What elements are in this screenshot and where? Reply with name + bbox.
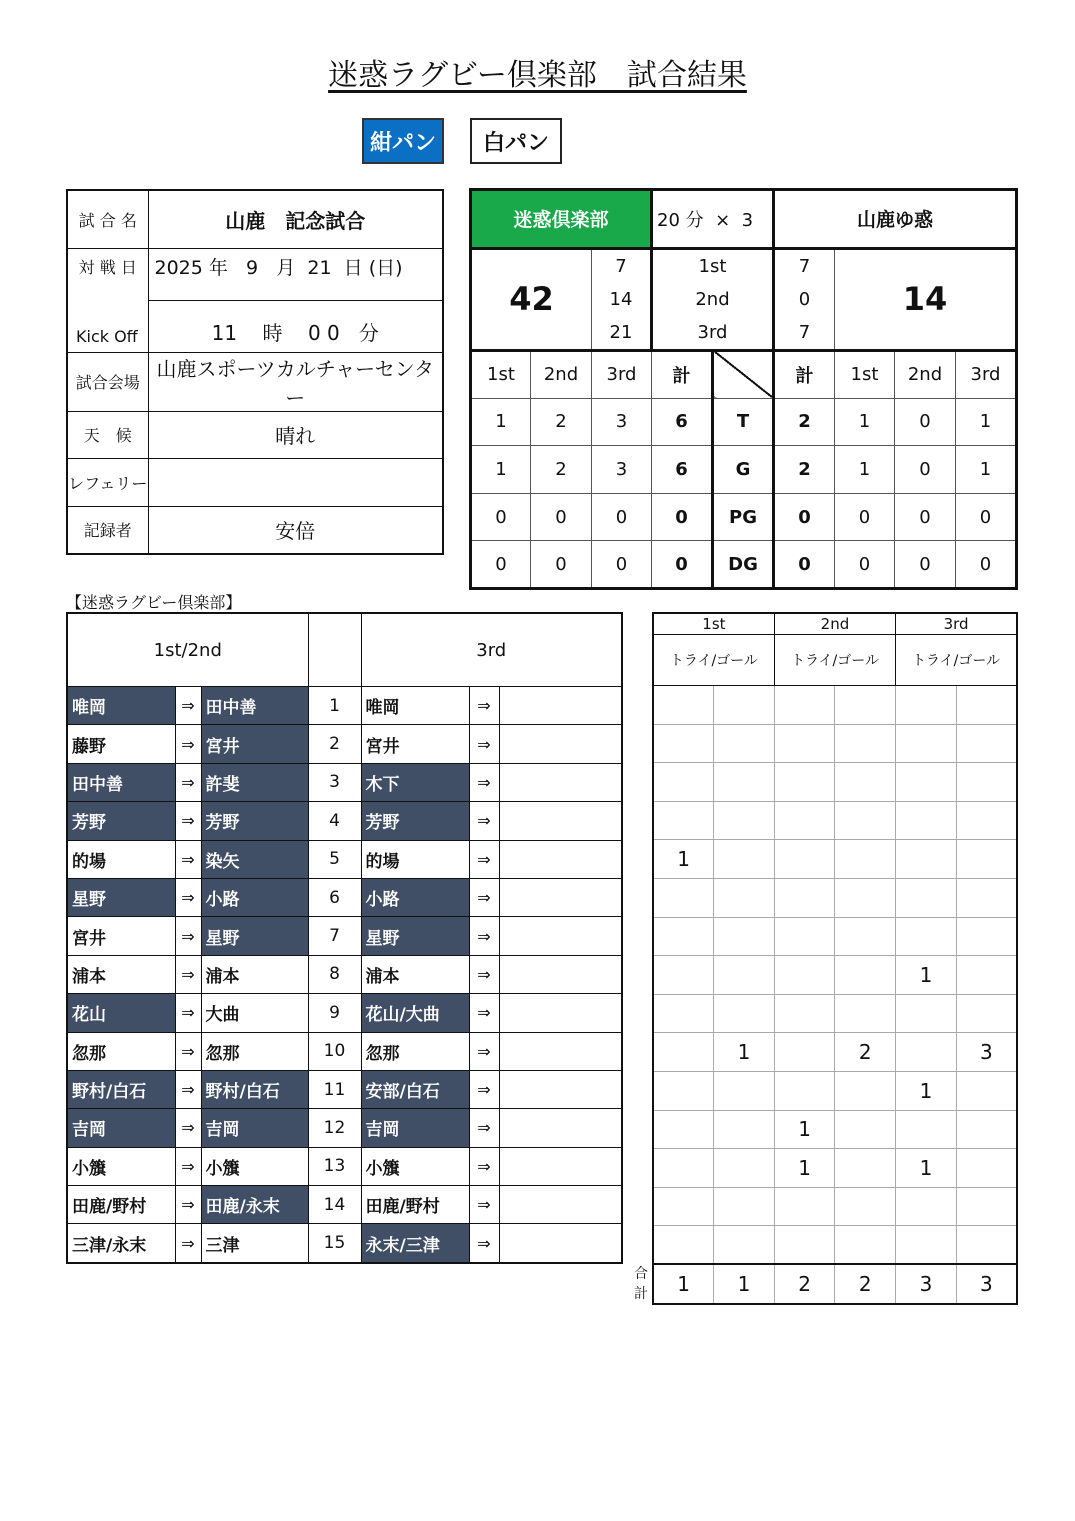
player-sub bbox=[499, 1147, 622, 1185]
position-number: 6 bbox=[308, 878, 361, 916]
score-type-label: T bbox=[713, 398, 774, 446]
score-type-label: DG bbox=[713, 541, 774, 589]
weather-label: 天 候 bbox=[67, 411, 148, 458]
player-sub bbox=[499, 1109, 622, 1147]
player-sub bbox=[499, 1032, 622, 1070]
tally-cell bbox=[653, 801, 714, 840]
position-number: 12 bbox=[308, 1109, 361, 1147]
player-sub bbox=[499, 1070, 622, 1108]
match-format: 20 分 × 3 bbox=[652, 190, 774, 249]
tally-cell bbox=[835, 994, 896, 1033]
lineup-table bbox=[66, 612, 623, 1264]
sub-arrow: ⇒ bbox=[469, 994, 499, 1032]
away-row-total: 0 bbox=[774, 493, 835, 541]
tally-cell bbox=[896, 1110, 957, 1149]
sub-arrow: ⇒ bbox=[469, 802, 499, 840]
home-row-total: 6 bbox=[652, 446, 713, 494]
player-3rd: 星野 bbox=[361, 917, 469, 955]
away-period-count: 1 bbox=[835, 446, 895, 494]
referee-label: レフェリー bbox=[67, 458, 148, 506]
sub-arrow: ⇒ bbox=[469, 955, 499, 993]
player-3rd: 花山/大曲 bbox=[361, 994, 469, 1032]
player-1st: 花山 bbox=[67, 994, 175, 1032]
tally-cell bbox=[774, 801, 835, 840]
sub-arrow: ⇒ bbox=[469, 1109, 499, 1147]
tally-cell bbox=[653, 994, 714, 1033]
recorder-value: 安倍 bbox=[148, 506, 443, 554]
away-row-total: 2 bbox=[774, 446, 835, 494]
sub-arrow: ⇒ bbox=[469, 1070, 499, 1108]
home-col-header: 2nd bbox=[531, 350, 592, 398]
recorder-label: 記録者 bbox=[67, 506, 148, 554]
tally-cell bbox=[956, 763, 1017, 802]
tally-cell bbox=[956, 956, 1017, 995]
tally-cell bbox=[956, 686, 1017, 725]
player-sub bbox=[499, 725, 622, 763]
sub-arrow: ⇒ bbox=[469, 1032, 499, 1070]
sub-arrow: ⇒ bbox=[469, 1186, 499, 1224]
tally-cell: 1 bbox=[896, 1071, 957, 1110]
tally-cell bbox=[835, 956, 896, 995]
sub-arrow: ⇒ bbox=[469, 687, 499, 725]
tally-sub-header: トライ/ゴール bbox=[653, 635, 774, 686]
tally-cell bbox=[653, 724, 714, 763]
tally-cell bbox=[956, 1071, 1017, 1110]
tally-cell bbox=[896, 763, 957, 802]
venue-value: 山鹿スポーツカルチャーセンター bbox=[148, 352, 443, 411]
tally-cell bbox=[835, 1071, 896, 1110]
tally-cell bbox=[714, 1149, 775, 1188]
tally-cell: 1 bbox=[896, 956, 957, 995]
player-3rd: 田鹿/野村 bbox=[361, 1186, 469, 1224]
position-number: 3 bbox=[308, 763, 361, 801]
home-period-count: 1 bbox=[471, 398, 531, 446]
home-period-score: 21 bbox=[592, 316, 652, 350]
player-1st: 唯岡 bbox=[67, 687, 175, 725]
sub-arrow: ⇒ bbox=[175, 1224, 201, 1263]
player-3rd: 小路 bbox=[361, 878, 469, 916]
lineup-header-3rd: 3rd bbox=[361, 613, 622, 687]
player-3rd: 浦本 bbox=[361, 955, 469, 993]
home-period-count: 2 bbox=[531, 398, 592, 446]
sub-arrow: ⇒ bbox=[469, 840, 499, 878]
date-value: 2025 年 9 月 21 日 (日) bbox=[148, 248, 443, 300]
tally-cell bbox=[774, 917, 835, 956]
sub-arrow: ⇒ bbox=[469, 763, 499, 801]
tally-cell bbox=[956, 994, 1017, 1033]
position-number: 5 bbox=[308, 840, 361, 878]
home-team-name: 迷惑倶楽部 bbox=[471, 190, 652, 249]
tally-sub-header: トライ/ゴール bbox=[774, 635, 895, 686]
sub-arrow: ⇒ bbox=[175, 1032, 201, 1070]
home-row-total: 0 bbox=[652, 541, 713, 589]
player-1st: 田中善 bbox=[67, 763, 175, 801]
away-total-score: 14 bbox=[835, 248, 1017, 350]
weather-value: 晴れ bbox=[148, 411, 443, 458]
player-3rd: 唯岡 bbox=[361, 687, 469, 725]
tally-cell bbox=[714, 1187, 775, 1226]
away-period-count: 0 bbox=[895, 541, 956, 589]
tally-cell bbox=[896, 801, 957, 840]
away-period-score: 7 bbox=[774, 316, 835, 350]
home-total-score: 42 bbox=[471, 248, 592, 350]
tally-cell bbox=[956, 1110, 1017, 1149]
tally-period-header: 3rd bbox=[896, 613, 1017, 635]
tally-cell: 1 bbox=[714, 1033, 775, 1072]
tally-cell: 1 bbox=[896, 1149, 957, 1188]
match-info-table bbox=[66, 189, 444, 555]
player-1st: 忽那 bbox=[67, 1032, 175, 1070]
tally-cell: 1 bbox=[653, 840, 714, 879]
tally-cell bbox=[714, 917, 775, 956]
tally-cell: 1 bbox=[774, 1110, 835, 1149]
period-label: 1st bbox=[652, 248, 774, 282]
player-sub bbox=[499, 878, 622, 916]
player-1st: 芳野 bbox=[67, 802, 175, 840]
tally-period-header: 2nd bbox=[774, 613, 895, 635]
tally-cell bbox=[714, 994, 775, 1033]
position-number: 9 bbox=[308, 994, 361, 1032]
player-sub bbox=[499, 840, 622, 878]
sub-arrow: ⇒ bbox=[175, 1109, 201, 1147]
player-1st: 的場 bbox=[67, 840, 175, 878]
tally-cell bbox=[714, 686, 775, 725]
home-period-count: 0 bbox=[471, 541, 531, 589]
navy-shorts-button[interactable]: 紺パン bbox=[362, 118, 444, 164]
away-col-header: 3rd bbox=[956, 350, 1017, 398]
away-period-count: 0 bbox=[895, 446, 956, 494]
score-type-label: G bbox=[713, 446, 774, 494]
referee-value bbox=[148, 458, 443, 506]
player-1st: 三津/永末 bbox=[67, 1224, 175, 1263]
tally-cell bbox=[714, 1071, 775, 1110]
home-col-header: 1st bbox=[471, 350, 531, 398]
sub-arrow: ⇒ bbox=[175, 687, 201, 725]
player-sub bbox=[499, 687, 622, 725]
sub-arrow: ⇒ bbox=[469, 878, 499, 916]
player-2nd: 田鹿/永末 bbox=[201, 1186, 308, 1224]
player-2nd: 星野 bbox=[201, 917, 308, 955]
tally-cell bbox=[896, 1226, 957, 1265]
away-team-name: 山鹿ゆ惑 bbox=[774, 190, 1017, 249]
home-row-total: 6 bbox=[652, 398, 713, 446]
position-number: 15 bbox=[308, 1224, 361, 1263]
player-3rd: 木下 bbox=[361, 763, 469, 801]
match-name-value: 山鹿 記念試合 bbox=[148, 190, 443, 248]
player-2nd: 芳野 bbox=[201, 802, 308, 840]
tally-cell bbox=[774, 724, 835, 763]
venue-label: 試合会場 bbox=[67, 352, 148, 411]
total-label: 合計 bbox=[634, 1266, 648, 1302]
player-sub bbox=[499, 1186, 622, 1224]
sub-arrow: ⇒ bbox=[175, 917, 201, 955]
tally-cell bbox=[896, 724, 957, 763]
player-2nd: 三津 bbox=[201, 1224, 308, 1263]
tally-cell bbox=[653, 1033, 714, 1072]
tally-cell bbox=[956, 1226, 1017, 1265]
player-3rd: 吉岡 bbox=[361, 1109, 469, 1147]
sub-arrow: ⇒ bbox=[469, 1147, 499, 1185]
player-3rd: 宮井 bbox=[361, 725, 469, 763]
tally-cell: 2 bbox=[835, 1033, 896, 1072]
tally-cell bbox=[714, 1110, 775, 1149]
score-table bbox=[469, 188, 1018, 590]
home-period-count: 2 bbox=[531, 446, 592, 494]
tally-cell bbox=[835, 724, 896, 763]
tally-sub-header: トライ/ゴール bbox=[896, 635, 1017, 686]
tally-cell: 3 bbox=[956, 1033, 1017, 1072]
diagonal-corner bbox=[713, 350, 774, 398]
sub-arrow: ⇒ bbox=[175, 1070, 201, 1108]
tally-cell bbox=[774, 878, 835, 917]
tally-cell bbox=[714, 763, 775, 802]
player-1st: 小籏 bbox=[67, 1147, 175, 1185]
player-2nd: 大曲 bbox=[201, 994, 308, 1032]
tally-period-header: 1st bbox=[653, 613, 774, 635]
kickoff-minute: 0 0 bbox=[307, 320, 340, 345]
tally-cell bbox=[774, 1071, 835, 1110]
team-section-label: 【迷惑ラグビー倶楽部】 bbox=[66, 593, 242, 612]
tally-cell bbox=[653, 917, 714, 956]
position-number: 11 bbox=[308, 1070, 361, 1108]
sub-arrow: ⇒ bbox=[469, 1224, 499, 1263]
player-sub bbox=[499, 1224, 622, 1263]
player-3rd: 安部/白石 bbox=[361, 1070, 469, 1108]
sub-arrow: ⇒ bbox=[175, 1186, 201, 1224]
tally-cell bbox=[653, 956, 714, 995]
player-3rd: 小籏 bbox=[361, 1147, 469, 1185]
sub-arrow: ⇒ bbox=[175, 840, 201, 878]
sub-arrow: ⇒ bbox=[175, 763, 201, 801]
tally-total: 1 bbox=[653, 1264, 714, 1304]
player-2nd: 吉岡 bbox=[201, 1109, 308, 1147]
tally-cell bbox=[714, 840, 775, 879]
tally-cell bbox=[653, 1110, 714, 1149]
position-number: 4 bbox=[308, 802, 361, 840]
tally-cell bbox=[653, 763, 714, 802]
away-period-count: 1 bbox=[956, 446, 1017, 494]
player-3rd: 永末/三津 bbox=[361, 1224, 469, 1263]
position-number: 1 bbox=[308, 687, 361, 725]
player-2nd: 許斐 bbox=[201, 763, 308, 801]
away-period-count: 0 bbox=[835, 541, 895, 589]
tally-cell bbox=[774, 686, 835, 725]
home-period-count: 0 bbox=[531, 541, 592, 589]
lineup-header-1st2nd: 1st/2nd bbox=[67, 613, 308, 687]
player-1st: 藤野 bbox=[67, 725, 175, 763]
tally-cell bbox=[956, 917, 1017, 956]
white-shorts-button[interactable]: 白パン bbox=[470, 118, 562, 164]
date-month: 9 bbox=[246, 256, 259, 279]
away-col-header: 2nd bbox=[895, 350, 956, 398]
match-name-label: 試 合 名 bbox=[67, 190, 148, 248]
home-period-count: 1 bbox=[471, 446, 531, 494]
page-title: 迷惑ラグビー倶楽部 試合結果 bbox=[328, 58, 747, 93]
home-period-score: 7 bbox=[592, 248, 652, 282]
tally-cell bbox=[835, 763, 896, 802]
player-2nd: 田中善 bbox=[201, 687, 308, 725]
tally-cell bbox=[714, 801, 775, 840]
away-period-count: 0 bbox=[835, 493, 895, 541]
date-year: 2025 bbox=[154, 256, 203, 279]
period-label: 3rd bbox=[652, 316, 774, 350]
away-period-count: 0 bbox=[956, 541, 1017, 589]
tally-total: 1 bbox=[714, 1264, 775, 1304]
tally-cell bbox=[896, 840, 957, 879]
player-sub bbox=[499, 994, 622, 1032]
away-row-total: 2 bbox=[774, 398, 835, 446]
tally-cell bbox=[956, 1187, 1017, 1226]
player-2nd: 小籏 bbox=[201, 1147, 308, 1185]
home-row-total: 0 bbox=[652, 493, 713, 541]
tally-cell bbox=[835, 1187, 896, 1226]
tally-cell bbox=[774, 763, 835, 802]
away-row-total: 0 bbox=[774, 541, 835, 589]
home-period-count: 0 bbox=[592, 541, 652, 589]
player-1st: 星野 bbox=[67, 878, 175, 916]
home-period-score: 14 bbox=[592, 283, 652, 316]
player-1st: 田鹿/野村 bbox=[67, 1186, 175, 1224]
player-2nd: 小路 bbox=[201, 878, 308, 916]
player-3rd: 芳野 bbox=[361, 802, 469, 840]
tally-cell bbox=[774, 956, 835, 995]
player-1st: 浦本 bbox=[67, 955, 175, 993]
tally-cell bbox=[774, 1033, 835, 1072]
sub-arrow: ⇒ bbox=[469, 917, 499, 955]
tally-cell bbox=[956, 724, 1017, 763]
tally-cell bbox=[714, 878, 775, 917]
player-3rd: 的場 bbox=[361, 840, 469, 878]
tally-cell bbox=[653, 1187, 714, 1226]
tally-total: 2 bbox=[774, 1264, 835, 1304]
tally-cell bbox=[653, 878, 714, 917]
tally-cell bbox=[835, 1110, 896, 1149]
player-sub bbox=[499, 917, 622, 955]
tally-cell bbox=[714, 1226, 775, 1265]
player-sub bbox=[499, 955, 622, 993]
date-weekday: (日) bbox=[368, 256, 403, 279]
player-2nd: 染矢 bbox=[201, 840, 308, 878]
tally-cell bbox=[835, 1149, 896, 1188]
try-goal-tally-table bbox=[652, 612, 1018, 1305]
player-sub bbox=[499, 802, 622, 840]
home-period-count: 3 bbox=[592, 446, 652, 494]
tally-total: 3 bbox=[956, 1264, 1017, 1304]
tally-cell bbox=[653, 1071, 714, 1110]
tally-cell: 1 bbox=[774, 1149, 835, 1188]
player-1st: 宮井 bbox=[67, 917, 175, 955]
sub-arrow: ⇒ bbox=[175, 994, 201, 1032]
tally-cell bbox=[896, 1187, 957, 1226]
tally-cell bbox=[835, 686, 896, 725]
player-2nd: 野村/白石 bbox=[201, 1070, 308, 1108]
home-period-count: 0 bbox=[531, 493, 592, 541]
tally-cell bbox=[956, 840, 1017, 879]
sub-arrow: ⇒ bbox=[175, 802, 201, 840]
period-label: 2nd bbox=[652, 283, 774, 316]
tally-cell bbox=[653, 686, 714, 725]
kickoff-hour: 11 bbox=[211, 320, 238, 345]
tally-cell bbox=[653, 1226, 714, 1265]
player-2nd: 宮井 bbox=[201, 725, 308, 763]
score-type-label: PG bbox=[713, 493, 774, 541]
sub-arrow: ⇒ bbox=[469, 725, 499, 763]
date-day: 21 bbox=[307, 256, 332, 279]
home-col-header: 計 bbox=[652, 350, 713, 398]
position-number: 8 bbox=[308, 955, 361, 993]
home-period-count: 0 bbox=[471, 493, 531, 541]
player-1st: 吉岡 bbox=[67, 1109, 175, 1147]
tally-cell bbox=[956, 878, 1017, 917]
tally-cell bbox=[835, 801, 896, 840]
player-2nd: 忽那 bbox=[201, 1032, 308, 1070]
sub-arrow: ⇒ bbox=[175, 725, 201, 763]
tally-cell bbox=[714, 724, 775, 763]
tally-total: 2 bbox=[835, 1264, 896, 1304]
tally-cell bbox=[956, 1149, 1017, 1188]
tally-cell bbox=[835, 878, 896, 917]
position-number: 14 bbox=[308, 1186, 361, 1224]
home-col-header: 3rd bbox=[592, 350, 652, 398]
lineup-header-number bbox=[308, 613, 361, 687]
tally-cell bbox=[896, 878, 957, 917]
home-period-count: 0 bbox=[592, 493, 652, 541]
away-period-score: 7 bbox=[774, 248, 835, 282]
player-3rd: 忽那 bbox=[361, 1032, 469, 1070]
position-number: 2 bbox=[308, 725, 361, 763]
date-label: 対 戦 日 bbox=[67, 248, 148, 300]
tally-cell bbox=[896, 686, 957, 725]
away-col-header: 計 bbox=[774, 350, 835, 398]
kickoff-value: 11 時 0 0 分 bbox=[148, 300, 443, 352]
tally-cell bbox=[956, 801, 1017, 840]
away-period-score: 0 bbox=[774, 283, 835, 316]
position-number: 7 bbox=[308, 917, 361, 955]
tally-cell bbox=[896, 917, 957, 956]
away-period-count: 1 bbox=[835, 398, 895, 446]
away-period-count: 0 bbox=[895, 493, 956, 541]
tally-cell bbox=[774, 1226, 835, 1265]
away-period-count: 1 bbox=[956, 398, 1017, 446]
kickoff-label: Kick Off bbox=[67, 300, 148, 352]
sub-arrow: ⇒ bbox=[175, 955, 201, 993]
player-2nd: 浦本 bbox=[201, 955, 308, 993]
tally-cell bbox=[835, 917, 896, 956]
tally-cell bbox=[835, 840, 896, 879]
position-number: 13 bbox=[308, 1147, 361, 1185]
player-sub bbox=[499, 763, 622, 801]
tally-cell bbox=[835, 1226, 896, 1265]
position-number: 10 bbox=[308, 1032, 361, 1070]
tally-cell bbox=[653, 1149, 714, 1188]
tally-total: 3 bbox=[896, 1264, 957, 1304]
away-col-header: 1st bbox=[835, 350, 895, 398]
tally-cell bbox=[774, 994, 835, 1033]
tally-cell bbox=[714, 956, 775, 995]
tally-cell bbox=[896, 1033, 957, 1072]
away-period-count: 0 bbox=[895, 398, 956, 446]
sub-arrow: ⇒ bbox=[175, 878, 201, 916]
tally-cell bbox=[774, 1187, 835, 1226]
home-period-count: 3 bbox=[592, 398, 652, 446]
player-1st: 野村/白石 bbox=[67, 1070, 175, 1108]
away-period-count: 0 bbox=[956, 493, 1017, 541]
sub-arrow: ⇒ bbox=[175, 1147, 201, 1185]
tally-cell bbox=[774, 840, 835, 879]
tally-cell bbox=[896, 994, 957, 1033]
